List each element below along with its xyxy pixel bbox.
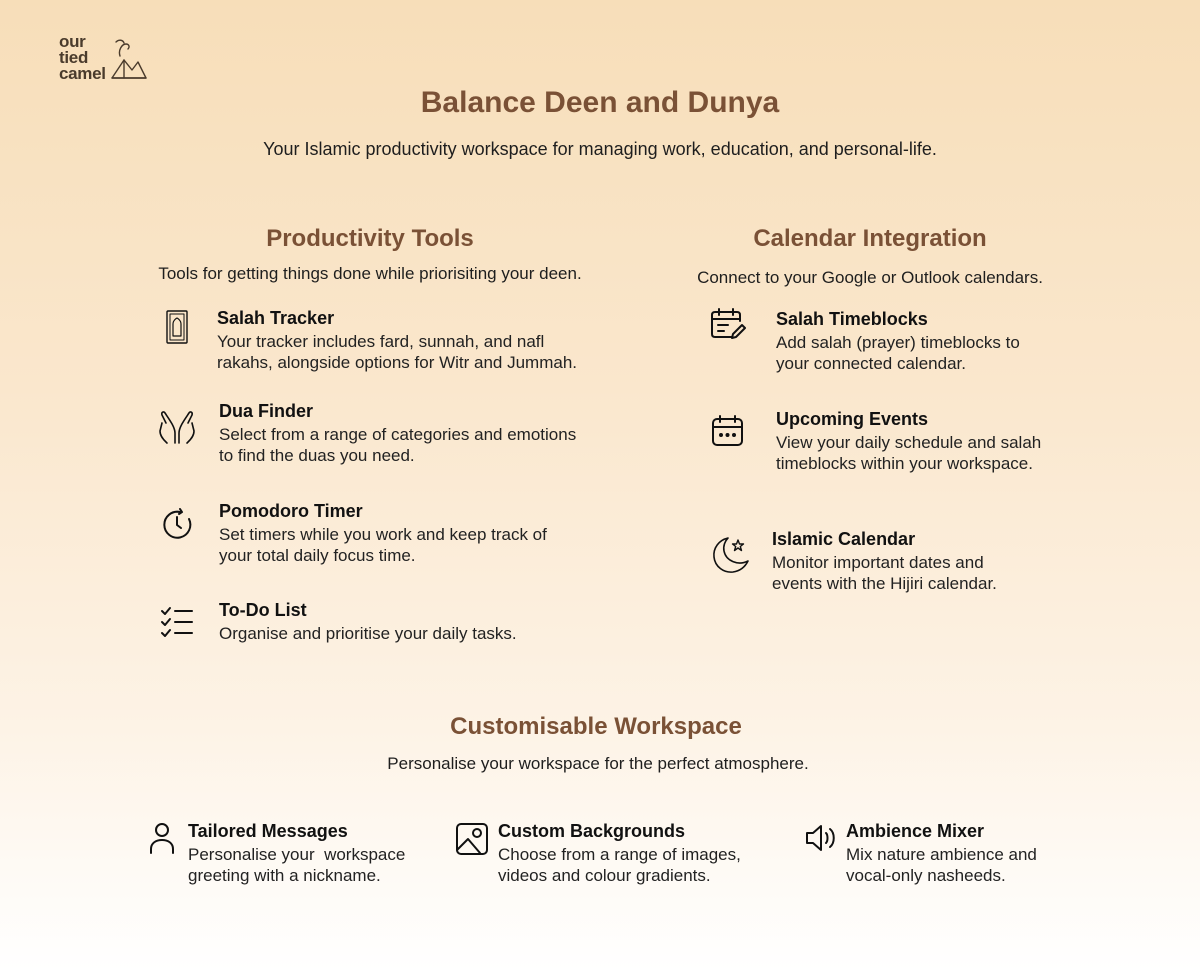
feature-desc-line: Add salah (prayer) timeblocks to (776, 333, 1020, 352)
feature-title: Upcoming Events (776, 409, 929, 429)
feature-desc-line: Monitor important dates and (772, 553, 984, 572)
feature-title: Salah Timeblocks (776, 309, 928, 329)
feature-desc-line: Mix nature ambience and (846, 845, 1037, 864)
feature-title: Pomodoro Timer (219, 501, 363, 521)
workspace-title: Customisable Workspace (450, 713, 742, 740)
feature-pomodoro-timer (219, 500, 547, 566)
image-icon (455, 822, 489, 856)
prayer-mat-icon (164, 308, 190, 346)
feature-desc-line: Choose from a range of images, (498, 845, 741, 864)
calendar-dots-icon (710, 414, 746, 448)
feature-title: Salah Tracker (217, 308, 335, 328)
feature-desc-line: View your daily schedule and salah (776, 433, 1042, 452)
feature-ambience-mixer (846, 820, 1037, 886)
feature-todo-list (219, 599, 517, 644)
productivity-title: Productivity Tools (266, 225, 474, 252)
feature-title: To-Do List (219, 600, 307, 620)
feature-desc-line: events with the Hijiri calendar. (772, 574, 997, 593)
checklist-icon (160, 605, 194, 639)
calendar-title: Calendar Integration (753, 225, 987, 252)
feature-upcoming-events (776, 408, 1041, 474)
user-icon (148, 822, 176, 854)
feature-custom-backgrounds (498, 820, 741, 886)
feature-desc-line: timeblocks within your workspace. (776, 454, 1033, 473)
page-title: Balance Deen and Dunya (420, 86, 780, 119)
feature-title: Ambience Mixer (846, 821, 985, 841)
feature-desc-line: to find the duas you need. (219, 446, 415, 465)
feature-title: Tailored Messages (188, 821, 348, 841)
feature-dua-finder (219, 400, 576, 466)
praying-hands-icon (157, 407, 197, 447)
feature-desc-line: rakahs, alongside options for Witr and Jummah. (217, 353, 578, 372)
feature-title: Custom Backgrounds (498, 821, 686, 841)
feature-desc-line: your connected calendar. (776, 354, 966, 373)
feature-desc-line: Set timers while you work and keep track of (219, 525, 547, 544)
workspace-subtitle: Personalise your workspace for the perfect atmosphere. (387, 754, 809, 773)
feature-desc-line: Select from a range of categories and emotions (219, 425, 577, 444)
feature-desc-line: Organise and prioritise your daily tasks. (219, 624, 517, 643)
crescent-star-icon (710, 534, 752, 576)
feature-tailored-messages (188, 820, 405, 886)
feature-islamic-calendar (772, 528, 997, 594)
feature-desc-line: vocal-only nasheeds. (846, 866, 1006, 885)
brand-logo (59, 34, 106, 82)
speaker-icon (804, 822, 838, 854)
calendar-edit-icon (710, 307, 746, 341)
page-subtitle: Your Islamic productivity workspace for managing work, education, and personal-life. (263, 139, 937, 159)
productivity-subtitle: Tools for getting things done while priorisiting your deen. (158, 264, 582, 283)
logo-line-2: tied (59, 48, 89, 67)
camel-logo-icon (110, 38, 148, 82)
feature-desc-line: your total daily focus time. (219, 546, 416, 565)
feature-title: Dua Finder (219, 401, 314, 421)
logo-line-1: our (59, 32, 86, 51)
feature-salah-timeblocks (776, 308, 1020, 374)
timer-icon (160, 507, 194, 541)
feature-desc-line: Your tracker includes fard, sunnah, and nafl (217, 332, 545, 351)
feature-title: Islamic Calendar (772, 529, 916, 549)
feature-salah-tracker (217, 307, 577, 373)
feature-desc-line: greeting with a nickname. (188, 866, 381, 885)
logo-line-3: camel (59, 64, 106, 83)
calendar-subtitle: Connect to your Google or Outlook calendars. (697, 268, 1043, 287)
feature-desc-line: videos and colour gradients. (498, 866, 711, 885)
feature-desc-line: Personalise your workspace (188, 845, 406, 864)
